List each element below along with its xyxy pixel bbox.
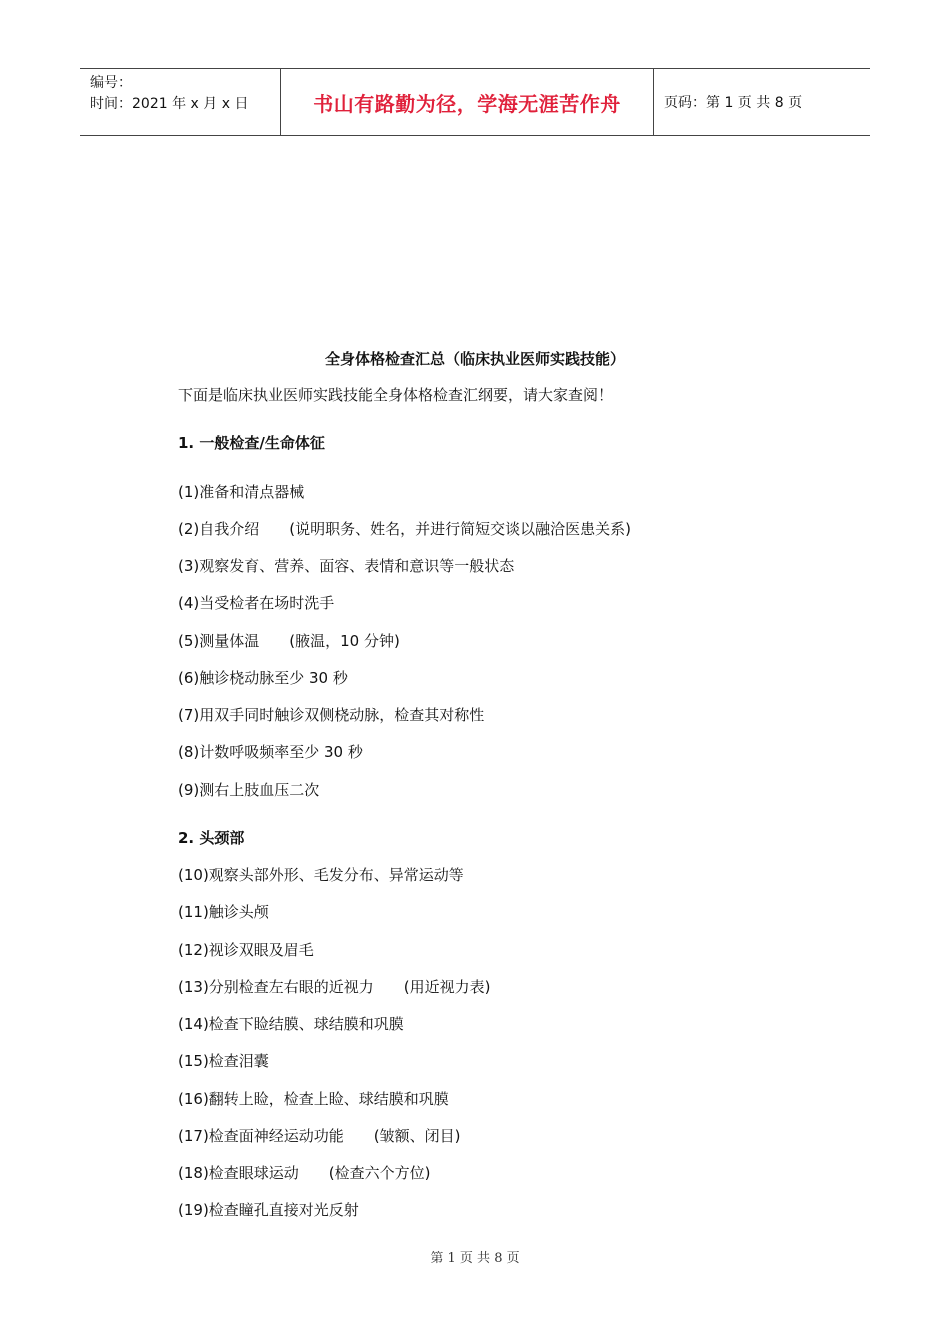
motto: 书山有路勤为径，学海无涯苦作舟 (313, 91, 621, 116)
header-meta (80, 69, 281, 135)
list-item: (18)检查眼球运动 (检查六个方位) (178, 1164, 431, 1182)
number-label: 编号： (90, 75, 132, 91)
list-item: (16)翻转上睑，检查上睑、球结膜和巩膜 (178, 1090, 449, 1108)
page-title: 全身体格检查汇总（临床执业医师实践技能） (324, 350, 625, 368)
list-item: (13)分别检查左右眼的近视力 (用近视力表) (178, 978, 491, 996)
list-item: (19)检查瞳孔直接对光反射 (178, 1201, 359, 1219)
list-item: (17)检查面神经运动功能 (皱额、闭目) (178, 1127, 461, 1145)
list-item: (5)测量体温 (腋温，10 分钟) (178, 632, 400, 650)
list-item: (7)用双手同时触诊双侧桡动脉，检查其对称性 (178, 706, 485, 724)
list-item: (11)触诊头颅 (178, 903, 269, 921)
list-item: (1)准备和清点器械 (178, 483, 305, 501)
time-label: 时间：2021 年 x 月 x 日 (90, 96, 249, 112)
list-item: (10)观察头部外形、毛发分布、异常运动等 (178, 866, 464, 884)
list-item: (6)触诊桡动脉至少 30 秒 (178, 669, 348, 687)
list-item: (8)计数呼吸频率至少 30 秒 (178, 743, 363, 761)
page-footer: 第 1 页 共 8 页 (430, 1251, 520, 1266)
list-item: (15)检查泪囊 (178, 1052, 269, 1070)
header-table (80, 68, 870, 136)
list-item: (12)视诊双眼及眉毛 (178, 941, 314, 959)
list-item: (4)当受检者在场时洗手 (178, 594, 335, 612)
section-heading: 1. 一般检查/生命体征 (178, 434, 325, 452)
header-motto-cell (281, 69, 654, 135)
list-item: (14)检查下睑结膜、球结膜和巩膜 (178, 1015, 404, 1033)
intro-text: 下面是临床执业医师实践技能全身体格检查汇纲要，请大家查阅！ (178, 386, 614, 404)
page-info: 页码：第 1 页 共 8 页 (664, 95, 803, 111)
list-item: (3)观察发育、营养、面容、表情和意识等一般状态 (178, 557, 515, 575)
list-item: (9)测右上肢血压二次 (178, 781, 320, 799)
list-item: (2)自我介绍 (说明职务、姓名，并进行简短交谈以融洽医患关系) (178, 520, 631, 538)
section-heading: 2. 头颈部 (178, 829, 245, 847)
